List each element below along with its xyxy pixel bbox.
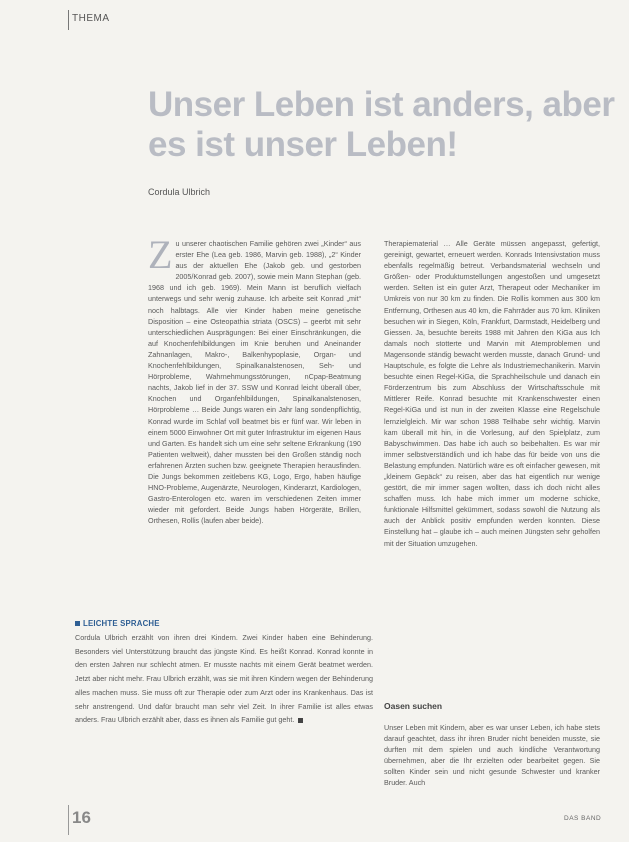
headline-line-1: Unser Leben ist anders, aber (148, 85, 615, 124)
section-rule (68, 10, 69, 30)
easy-language-heading (75, 619, 373, 628)
column-2b-text: Unser Leben mit Kindern, aber es war unser Leben, ich habe stets darauf geachtet, dass ihr ihren Bruder nicht beneiden musste, sie durften mit dem spielen und auch kindliche Verantwortung übernehmen, aber die Ihr erzielten oder bearbeitet gegen. Sie sollten Kinder sein und nicht gesunde Schwester und kranker Bruder. Auch (384, 723, 600, 788)
square-bullet-icon (75, 621, 80, 626)
article-headline (148, 85, 618, 165)
column-1-text: u unserer chaotischen Familie gehören zwei „Kinder“ aus erster Ehe (Lea geb. 1986, Marvin geb. 1988), „2“ Kinder aus der aktuellen Ehe (Jakob geb. und gestorben 2005/Konrad geb. 2007), sowie mein Mann Stephan (geb. 1968 und ich geb. 1969). Mein Mann ist beruflich vielfach unterwegs und sehr wenig zuhause. Ich arbeite seit Konrad „mit“ noch halbtags. Alle vier Kinder haben meine genetische Disposition – eine Osteopathia striata (OSCS) – geerbt mit sehr unterschiedlichen Ausprägungen: Bei einer Einschränkungen, die auf Knochenfehlbildungen im Knie beruhen und Aneinander Zahnanlagen, Makro-, Balkenhypoplasie, Organ- und Knochenfehlbildungen, Spinalkanalstenosen, Seh- und Hörprobleme, Wahrnehmungsstörungen, nCpap-Beatmung nachts, Jakob lief in der 37. SSW und Konrad leicht überall über, Knochen und Organfehlbildungen, Spinalkanalstenosen, Hörprobleme … Beide Jungs waren ein Jahr lang sondenpflichtig, Konrad wurde im Schlaf voll beatmet bis er fünf war. Wir leben in einem 5000 Einwohner Ort mit guter Infrastruktur im eigenen Haus und Garten. Es handelt sich um eine sehr seltene Erkrankung (190 Patienten weltweit), daher mussten bei den Großen ständig noch erfahrenen Ärzten suchen bzw. geeignete Therapien herausfinden. Die Jungs bekommen zeitlebens KG, Logo, Ergo, haben häufige HNO-Probleme, Augenärzte, Neurologen, Kinderarzt, Kardiologen, Gastro-Enterologen etc. waren im verschiedenen Zeiten immer wieder mit gefordert. Beide Jungs haben Hörgeräte, Brillen, Orthesen, Rollis (laufen aber beide). (148, 239, 361, 526)
magazine-name: DAS BAND (564, 815, 602, 822)
easy-language-box (75, 619, 373, 727)
column-2-text: Therapiematerial … Alle Geräte müssen angepasst, gefertigt, gereinigt, gewartet, erneuert werden. Konrads Intensivstation muss ebenfalls regelmäßig betreut. Verbandsmaterial wechseln und Größen- oder Produktumstellungen angestoßen und umgesetzt werden. Selten ist ein guter Arzt, Therapeut oder Mechaniker im Umkreis von nur 30 km zu finden. Die Rollis kommen aus 300 km Entfernung, Orthesen aus 40 km, die Fahrräder aus 70 km. Kliniken besuchen wir in Siegen, Köln, Frankfurt, Darmstadt, Heidelberg und Giessen. Ja, besuchte bereits 1988 mit Jahren den KiGa aus Ich damals noch stotterte und Marvin mit Atemproblemen und Magensonde ständig bewacht werden musste, danach Grund- und Hauptschule, es folgte die Lehre als Industriemechanikerin. Marvin besuchte einen Regel-KiGa, die Sprachheilschule und danach ein Förderzentrum bis zum Abschluss der Wirtschaftsschule mit Mittlerer Reife. Konrad besuchte mit Krankenschwester einen Regel-KiGa und ist nun in der zweiten Klasse eine Regelschule lernzielgleich. Mir war schon 1988 Teilhabe sehr wichtig. Marvin kam überall mit hin, in die Vorlesung, auf den Spielplatz, zum Babyschwimmen. Das habe ich auch so beibehalten. Es war mir immer selbstverständlich und ich habe das für beide von uns die Belastung empfunden. Natürlich wäre es oft einfacher gewesen, mit „kleinem Gepäck“ zu reisen, aber das hat eigentlich nur wenige gestört, die mir immer sagen wollten, dass ich doch nicht alles schaffen muss. Ich habe mich immer um moderne schicke, funktionale Hilfsmittel gekümmert, sodass sowohl die Nutzung als auch der Anblick positiv empfunden werden konnten. Diese Einstellung hat – glaube ich – auch meinen Jüngsten sehr geholfen mit der Situation umzugehen. (384, 239, 600, 548)
article-author: Cordula Ulbrich (148, 187, 211, 197)
easy-language-body (75, 631, 373, 727)
section-label: THEMA (72, 13, 110, 24)
easy-language-title: LEICHTE SPRACHE (83, 619, 160, 628)
article-column-left (148, 232, 361, 526)
end-square-icon (298, 718, 303, 723)
subheading: Oasen suchen (384, 701, 443, 711)
article-column-right-continued (384, 722, 600, 789)
footer-rule (68, 805, 69, 835)
headline-line-2: es ist unser Leben! (148, 125, 458, 164)
page-number: 16 (72, 808, 91, 827)
easy-language-text: Cordula Ulbrich erzählt von ihren drei Kindern. Zwei Kinder haben eine Behinderung. Besonders viel Unterstützung braucht das jüngste Kind. Es heißt Konrad. Konrad konnte in den ersten Jahren nur schlecht atmen. Er musste nachts mit einem Gerät beatmet werden. Jetzt aber nicht mehr. Frau Ulbrich erzählt, was sie mit ihren Kindern wegen der Behinderung alles machen muss. Sie muss oft zur Therapie oder zum Arzt oder ins Krankenhaus. Das ist sehr anstrengend. Und dafür braucht man sehr viel Zeit. In ihrer Familie ist alles etwas anders. Frau Ulbrich erzählt aber, dass es ihnen als Familie gut geht. (75, 633, 373, 725)
dropcap: Z (148, 232, 173, 277)
article-column-right (384, 238, 600, 549)
